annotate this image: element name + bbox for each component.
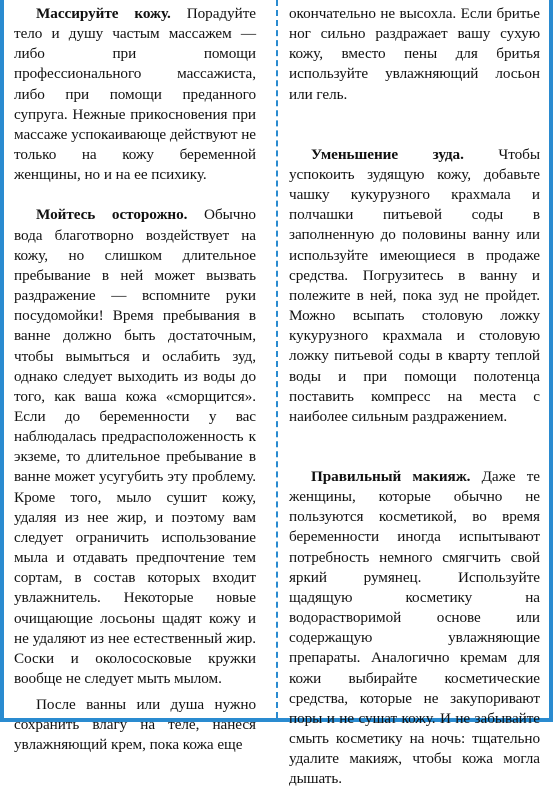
text-massage: Порадуйте тело и душу частым массажем — либо при помощи профессионального массажиста, либо при помощи преданного супруга. Нежные прикосновения при массаже успокаивающе действуют не только на кожу беременной женщины, но и на ее психику. xyxy=(14,5,256,184)
column-divider xyxy=(276,0,278,718)
paragraph-makeup xyxy=(289,467,540,789)
text-after-bath: После ванны или душа нужно сохранить влагу на теле, нанеся увлажняющий крем, пока кожа еще xyxy=(14,696,256,754)
text-makeup: Даже те женщины, которые обычно не пользуются косметикой, во время беременности иногда испытывают потребность немного смягчить свой яркий румянец. Используйте щадящую косметику на водорастворимой основе или содержащую увлажняющие препараты. Аналогично кремам для кожи выбирайте косметические средства, которые не закупоривают поры и не сушат кожу. И не забывайте смыть косметику на ночь: тщательно удалите макияж, чтобы кожа могла дышать. xyxy=(289,467,540,788)
left-column xyxy=(14,4,256,756)
text-itch: Чтобы успокоить зудящую кожу, добавьте чашку кукурузного крахмала и полчашки питьевой соды в заполненную до половины ванну или используйте имеющиеся в продаже средства. Погрузитесь в ванну и полежите в ней, пока зуд не пройдет. Можно всыпать столовую ложку кукурузного крахмала и столовую ложку питьевой соды в кварту теплой воды и при помощи полотенца поставить компресс на места с наиболее сильным раздражением. xyxy=(289,145,540,425)
paragraph-after-bath xyxy=(14,695,256,755)
heading-massage: Массируйте кожу. xyxy=(36,5,171,22)
text-continued: окончательно не высохла. Если бритье ног сильно раздражает вашу сухую кожу, вместо пены для бритья используйте увлажняющий лосьон или гель. xyxy=(289,5,540,103)
paragraph-itch xyxy=(289,145,540,427)
paragraph-washing xyxy=(14,205,256,689)
heading-washing: Мойтесь осторожно. xyxy=(36,206,188,224)
right-column xyxy=(289,4,540,789)
paragraph-continued xyxy=(289,4,540,105)
heading-itch: Уменьшение зуда. xyxy=(311,145,464,163)
heading-makeup: Правильный макияж. xyxy=(311,467,471,485)
paragraph-massage xyxy=(14,4,256,185)
text-washing: Обычно вода благотворно воздействует на кожу, но слишком длительное пребывание в ней может вызвать раздражение — вспомните руки посудомойки! Время пребывания в ванне должно быть достаточным, чтобы вымыться и ослабить зуд, однако следует выходить из воды до того, как ваша кожа «сморщится». Если до беременности у вас наблюдалась предрасположенность к экземе, то длительное пребывание в ванне может усугубить эту проблему. Кроме того, мыло сушит кожу, удаляя из нее жир, и поэтому вам следует ограничить использование мыла и отдавать предпочтение тем сортам, в состав которых входит увлажнитель. Некоторые новые очищающие лосьоны щадят кожу и не удаляют из нее естественный жир. Соски и околососковые кружки вообще не следует мыть мылом. xyxy=(14,206,256,687)
